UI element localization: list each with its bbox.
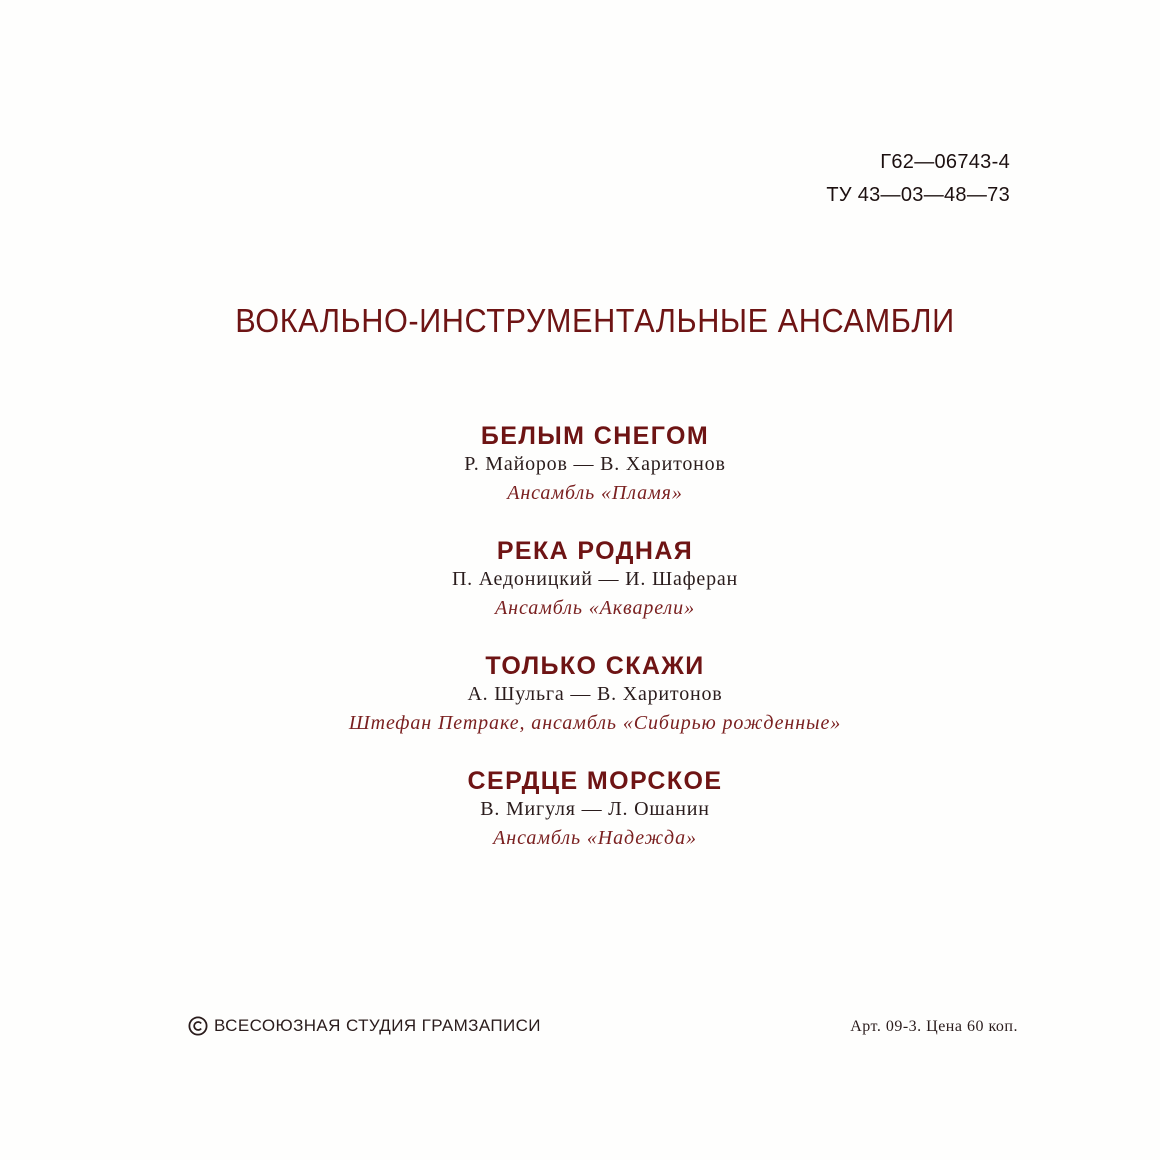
track-authors: А. Шульга — В. Харитонов	[467, 683, 723, 705]
track-item	[0, 650, 1160, 765]
track-title: СЕРДЦЕ МОРСКОЕ	[467, 767, 723, 795]
track-list	[0, 420, 1160, 880]
track-performer: Штефан Петраке, ансамбль «Сибирью рожденные»	[348, 712, 842, 734]
record-label-name: ВСЕСОЮЗНАЯ СТУДИЯ ГРАМЗАПИСИ	[214, 1016, 541, 1035]
track-title: БЕЛЫМ СНЕГОМ	[480, 422, 710, 450]
track-authors: В. Мигуля — Л. Ошанин	[480, 798, 710, 820]
catalog-info	[826, 146, 1010, 212]
catalog-number: Г62—06743-4	[880, 151, 1010, 173]
track-authors: П. Аедоницкий — И. Шаферан	[451, 568, 739, 590]
record-label	[188, 1016, 541, 1036]
track-item	[0, 420, 1160, 535]
track-item	[0, 765, 1160, 880]
track-title: ТОЛЬКО СКАЖИ	[485, 652, 705, 680]
track-performer: Ансамбль «Надежда»	[493, 827, 697, 849]
series-title: ВОКАЛЬНО-ИНСТРУМЕНТАЛЬНЫЕ АНСАМБЛИ	[235, 302, 955, 339]
track-authors: Р. Майоров — В. Харитонов	[464, 453, 726, 475]
price-info: Арт. 09-3. Цена 60 коп.	[850, 1018, 1018, 1035]
track-performer: Ансамбль «Акварели»	[495, 597, 695, 619]
track-performer: Ансамбль «Пламя»	[507, 482, 683, 504]
copyright-icon	[188, 1016, 208, 1036]
track-item	[0, 535, 1160, 650]
track-title: РЕКА РОДНАЯ	[496, 537, 694, 565]
catalog-standard: ТУ 43—03—48—73	[826, 184, 1010, 206]
